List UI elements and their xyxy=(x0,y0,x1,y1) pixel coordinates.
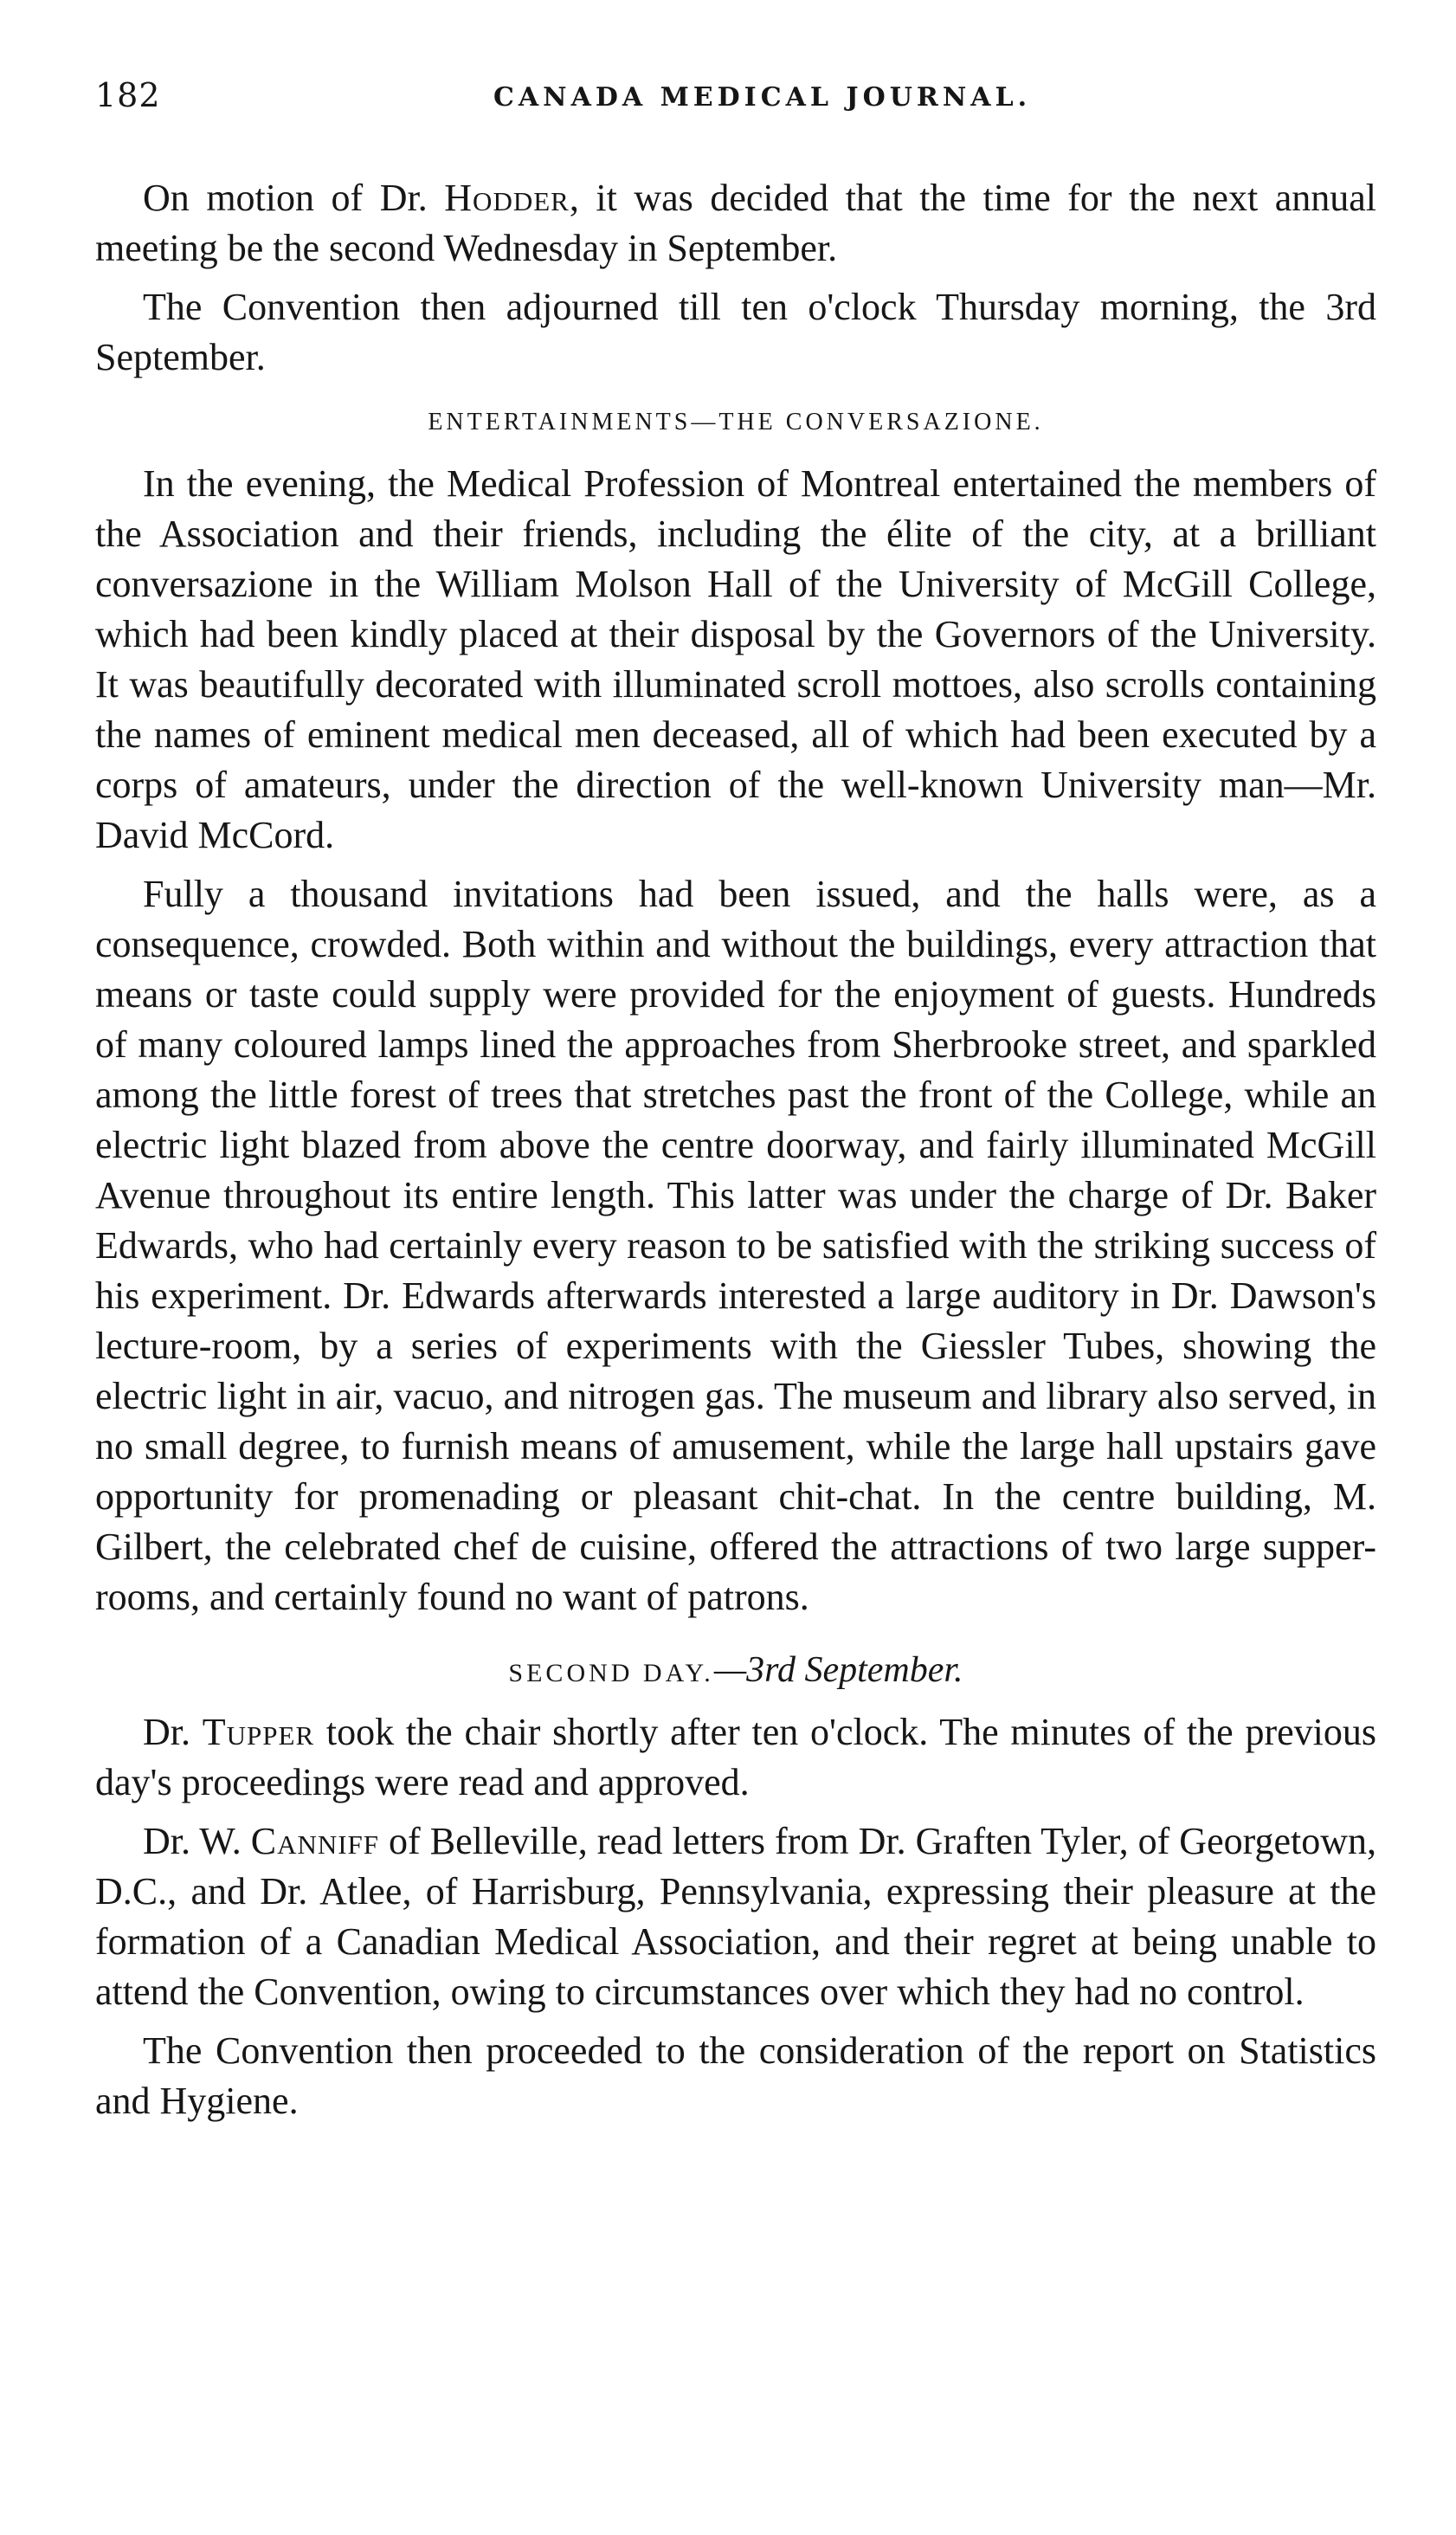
paragraph-letters xyxy=(95,1816,1376,2017)
paragraph-chair-end: took the chair shortly after ten o'clock. The minutes of the previous day's proceedings were read and approved. xyxy=(95,1711,1376,1803)
paragraph-chair-start: Dr. xyxy=(143,1711,203,1753)
paragraph-letters-start: Dr. W. xyxy=(143,1820,251,1862)
body-text xyxy=(95,173,1376,2126)
document-page xyxy=(95,74,1376,2463)
paragraph-chair xyxy=(95,1707,1376,1808)
second-day-date: —3rd September. xyxy=(713,1650,963,1690)
second-day-label: SECOND DAY. xyxy=(508,1659,714,1687)
paragraph-evening: In the evening, the Medical Profession of Montreal entertained the members of the Association and their friends, including the élite of the city, at a brilliant conversazione in the William Molson Hall of the University of McGill College, which had been kindly placed at their disposal by the Governors of the University. It was beautifully decorated with illuminated scroll mottoes, also scrolls containing the names of eminent medical men deceased, all of which had been executed by a corps of amateurs, under the direction of the well-known University man—Mr. David McCord. xyxy=(95,462,1376,856)
page-number: 182 xyxy=(95,76,161,114)
running-head xyxy=(95,74,1376,134)
person-name-tupper: Tupper xyxy=(202,1711,315,1753)
section-heading-entertainments: ENTERTAINMENTS—THE CONVERSAZIONE. xyxy=(428,409,1044,435)
person-name-hodder: Hodder xyxy=(444,177,570,219)
paragraph-letters-end: of Belleville, read letters from Dr. Graften Tyler, of Georgetown, D.C., and Dr. Atlee, of Harrisburg, Pennsylvania, expressing their pleasure at the formation of a Canadian Medical Association, and their regret at being unable to attend the Convention, owing to circumstances over which they had no control. xyxy=(95,1820,1376,2013)
journal-title: CANADA MEDICAL JOURNAL. xyxy=(493,82,1032,113)
paragraph-motion-end: , it was decided that the time for the next annual meeting be the second Wednesday in September. xyxy=(95,177,1376,269)
paragraph-statistics: The Convention then proceeded to the consideration of the report on Statistics and Hygiene. xyxy=(95,2029,1376,2122)
section-heading-second-day xyxy=(95,1648,1376,1695)
paragraph-motion-start: On motion of Dr. xyxy=(143,177,445,219)
paragraph-adjournment: The Convention then adjourned till ten o'clock Thursday morning, the 3rd September. xyxy=(95,286,1376,378)
paragraph-motion xyxy=(95,173,1376,274)
person-name-canniff: Canniff xyxy=(250,1820,380,1862)
paragraph-invitations: Fully a thousand invitations had been issued, and the halls were, as a consequence, crowded. Both within and without the buildings, every attraction that means or taste could supply were provided for the enjoyment of guests. Hundreds of many coloured lamps lined the approaches from Sherbrooke street, and sparkled among the little forest of trees that stretches past the front of the College, while an electric light blazed from above the centre doorway, and fairly illuminated McGill Avenue throughout its entire length. This latter was under the charge of Dr. Baker Edwards, who had certainly every reason to be satisfied with the striking success of his experiment. Dr. Edwards afterwards interested a large auditory in Dr. Dawson's lecture-room, by a series of experiments with the Giessler Tubes, showing the electric light in air, vacuo, and nitrogen gas. The museum and library also served, in no small degree, to furnish means of amusement, while the large hall upstairs gave opportunity for promenading or pleasant chit-chat. In the centre building, M. Gilbert, the celebrated chef de cuisine, offered the attractions of two large supper-rooms, and certainly found no want of patrons. xyxy=(95,873,1376,1618)
